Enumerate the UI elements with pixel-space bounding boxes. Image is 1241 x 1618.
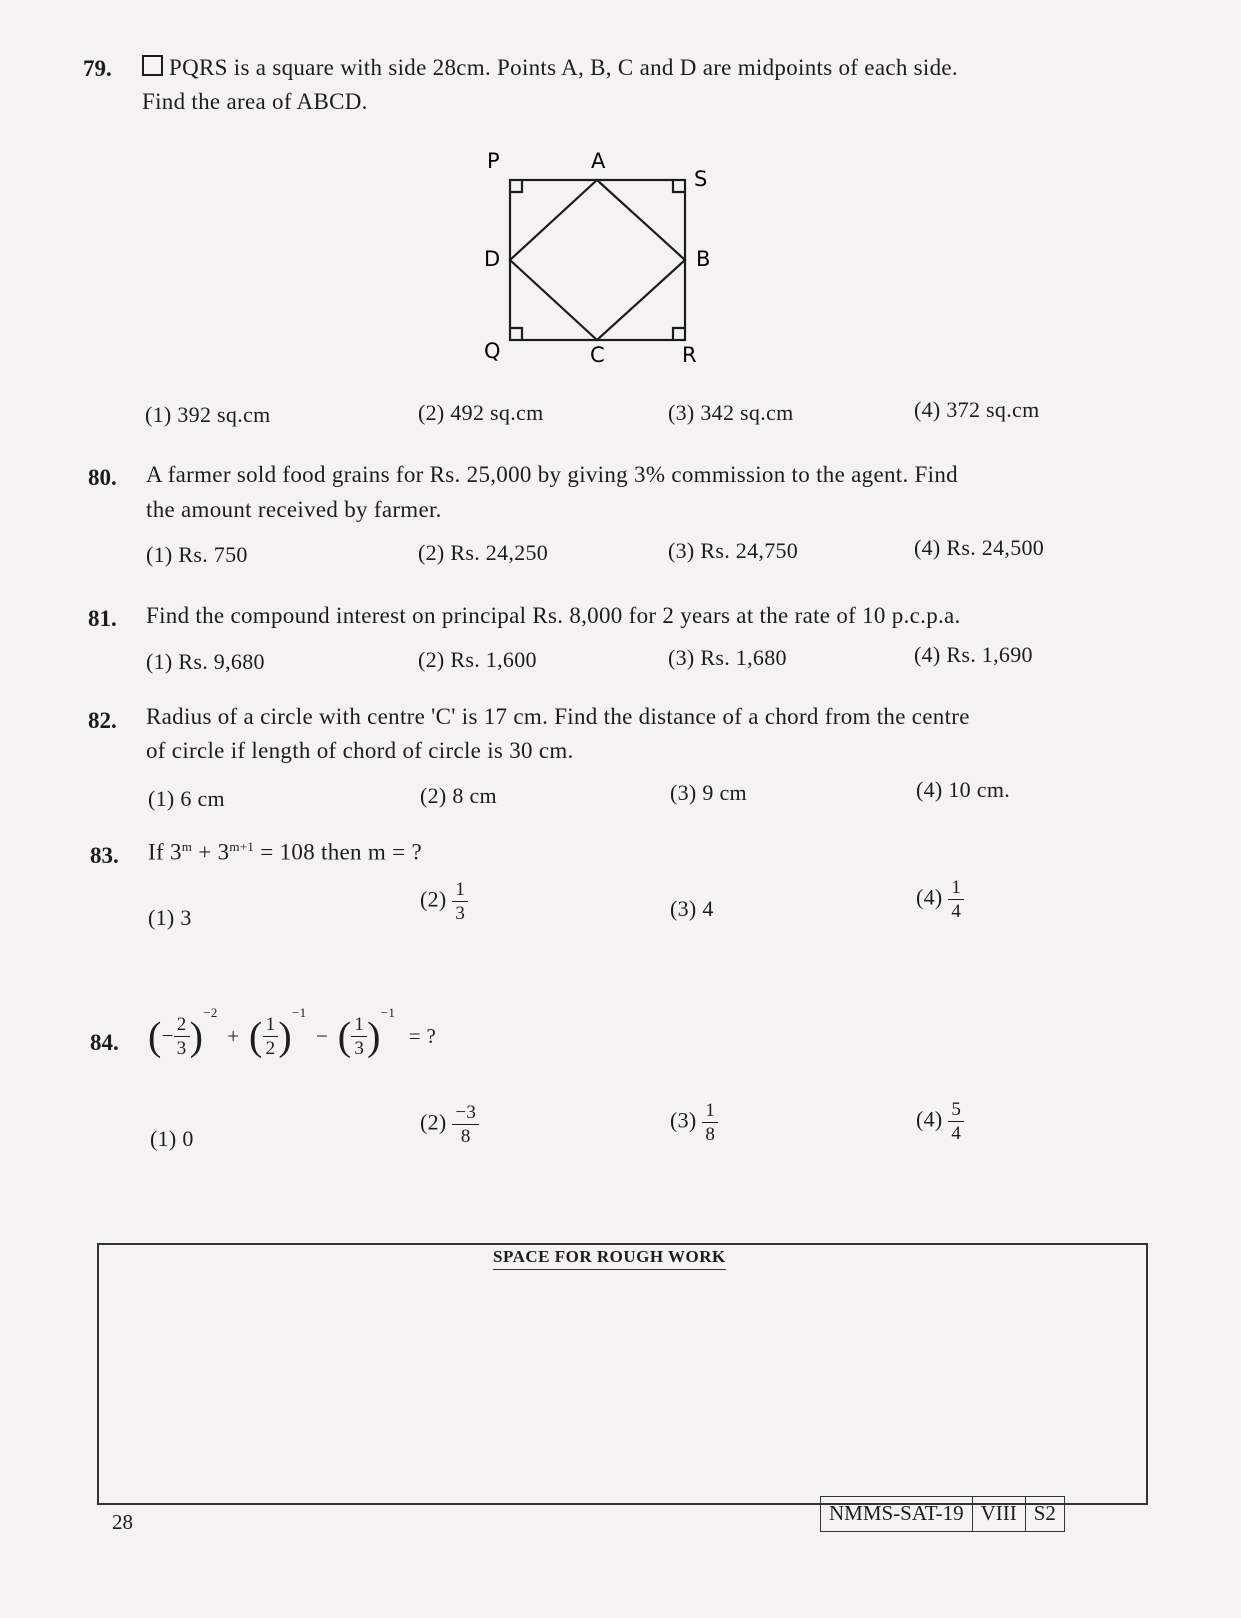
q84-option-3[interactable] — [670, 1101, 718, 1144]
q84-option-1[interactable]: (1) 0 — [150, 1126, 194, 1151]
q80-option-4[interactable]: (4) Rs. 24,500 — [914, 535, 1045, 560]
q83-option-4-fraction — [948, 878, 964, 921]
frac-denominator: 8 — [705, 1124, 716, 1145]
label-d: D — [484, 247, 501, 271]
q79-option-3[interactable]: (3) 342 sq.cm — [668, 400, 794, 425]
q84-term1-sign: − — [161, 1023, 174, 1048]
footer-set: S2 — [1033, 1501, 1056, 1525]
footer-class: VIII — [973, 1497, 1026, 1531]
q84-option-2-label: (2) — [420, 1109, 447, 1135]
q83-option-4-label: (4) — [916, 884, 943, 910]
q79-text-line2: Find the area of ABCD. — [142, 89, 368, 114]
page-number: 28 — [112, 1510, 133, 1534]
q82-number: 82. — [88, 708, 117, 733]
q83-number: 83. — [90, 843, 119, 868]
label-c: C — [590, 343, 605, 367]
q80-option-3[interactable]: (3) Rs. 24,750 — [668, 538, 799, 563]
q83-option-4[interactable] — [916, 878, 964, 921]
label-a: A — [591, 149, 606, 173]
q79-option-1[interactable]: (1) 392 sq.cm — [145, 402, 271, 427]
q84-expression: (− $\frac{2}{3}$ )$^{-2}$ + ( $\frac{1}{2}$ )$^{-1}$ − ( $\frac{1}{3}$ )$^{-1}$ = ? — [148, 1005, 437, 1059]
label-r: R — [682, 343, 697, 367]
q81-option-2[interactable]: (2) Rs. 1,600 — [418, 647, 537, 672]
q81-option-3[interactable]: (3) Rs. 1,680 — [668, 645, 787, 670]
label-s: S — [694, 167, 708, 191]
frac-denominator: 4 — [951, 1123, 962, 1144]
square-diagram — [470, 140, 730, 380]
q79-number: 79. — [83, 56, 112, 81]
frac-numerator: 5 — [948, 1100, 964, 1122]
q79-option-2[interactable]: (2) 492 sq.cm — [418, 400, 544, 425]
frac-numerator: 1 — [702, 1101, 718, 1123]
q79-option-4[interactable]: (4) 372 sq.cm — [914, 397, 1040, 422]
frac-numerator: 1 — [948, 878, 964, 900]
right-angle-p — [510, 180, 522, 192]
frac-numerator: 1 — [452, 880, 468, 902]
q82-option-2[interactable]: (2) 8 cm — [420, 783, 497, 808]
inner-square-abcd — [510, 180, 685, 340]
q84-term2-fraction — [263, 1015, 279, 1058]
q84-option-4-fraction — [948, 1100, 964, 1143]
q84-op1: + — [227, 1023, 240, 1048]
q82-text-line2: of circle if length of chord of circle is 30 cm. — [146, 738, 574, 763]
frac-numerator: 1 — [263, 1015, 279, 1037]
q81-option-4[interactable]: (4) Rs. 1,690 — [914, 642, 1033, 667]
q84-option-3-label: (3) — [670, 1107, 697, 1133]
q82-option-3[interactable]: (3) 9 cm — [670, 780, 747, 805]
q81-option-1[interactable]: (1) Rs. 9,680 — [146, 649, 265, 674]
q83-option-2-fraction — [452, 880, 468, 923]
q82-text-line1: Radius of a circle with centre 'C' is 17 cm. Find the distance of a chord from the centre — [146, 704, 970, 729]
frac-numerator: −3 — [452, 1103, 479, 1125]
frac-denominator: 3 — [455, 903, 466, 924]
q80-text-line2: the amount received by farmer. — [146, 497, 442, 522]
q80-option-1[interactable]: (1) Rs. 750 — [146, 542, 248, 567]
right-angle-r — [673, 328, 685, 340]
q83-plus: + 3 — [192, 839, 230, 865]
frac-numerator: 2 — [174, 1015, 190, 1037]
frac-denominator: 4 — [951, 901, 962, 922]
q79-text-line1 — [142, 55, 958, 81]
q84-option-3-fraction — [702, 1101, 718, 1144]
q84-term1-exp: −2 — [203, 1005, 218, 1020]
q84-option-4[interactable] — [916, 1100, 964, 1143]
q84-op2: − — [316, 1023, 329, 1048]
footer-code-box — [820, 1496, 1065, 1532]
frac-denominator: 3 — [176, 1037, 187, 1059]
q81-number: 81. — [88, 606, 117, 631]
q84-equals: = ? — [408, 1023, 437, 1048]
q82-option-4[interactable]: (4) 10 cm. — [916, 777, 1011, 802]
frac-denominator: 2 — [265, 1037, 276, 1059]
q84-term2-exp: −1 — [292, 1005, 307, 1020]
q83-option-2[interactable] — [420, 880, 468, 923]
q83-option-2-label: (2) — [420, 886, 447, 912]
label-q: Q — [484, 339, 501, 363]
q84-term3-exp: −1 — [380, 1005, 396, 1020]
q84-option-4-label: (4) — [916, 1106, 943, 1132]
frac-denominator: 8 — [460, 1126, 471, 1147]
q81-text-line1: Find the compound interest on principal Rs. 8,000 for 2 years at the rate of 10 p.c.p.a. — [146, 603, 961, 628]
frac-numerator: 1 — [351, 1015, 367, 1037]
q84-option-2[interactable] — [420, 1103, 479, 1146]
q80-number: 80. — [88, 465, 117, 490]
label-p: P — [487, 149, 500, 173]
q83-exp2: m+1 — [229, 839, 255, 854]
q83-equation — [148, 839, 422, 866]
label-b: B — [696, 247, 711, 271]
q83-option-1[interactable]: (1) 3 — [148, 905, 192, 930]
q83-exp1: m — [181, 839, 193, 854]
footer-exam-code: NMMS-SAT-19 — [821, 1497, 973, 1531]
q80-text-line1: A farmer sold food grains for Rs. 25,000 by giving 3% commission to the agent. Find — [146, 462, 958, 487]
right-angle-q — [510, 328, 522, 340]
q82-option-1[interactable]: (1) 6 cm — [148, 786, 225, 811]
rough-work-title: SPACE FOR ROUGH WORK — [493, 1247, 726, 1270]
q83-suffix: = 108 then m = ? — [254, 839, 422, 865]
rough-work-area[interactable] — [97, 1243, 1148, 1505]
q84-number: 84. — [90, 1030, 119, 1055]
q80-option-2[interactable]: (2) Rs. 24,250 — [418, 540, 549, 565]
square-pqrs — [510, 180, 685, 340]
right-angle-s — [673, 180, 685, 192]
q84-term3-fraction — [351, 1015, 367, 1058]
q84-term1-fraction — [174, 1015, 190, 1058]
q83-prefix: If 3 — [148, 839, 182, 865]
square-symbol-icon — [142, 55, 163, 76]
q83-option-3[interactable]: (3) 4 — [670, 896, 714, 921]
frac-denominator: 3 — [354, 1037, 365, 1059]
q79-line1: PQRS is a square with side 28cm. Points A, B, C and D are midpoints of each side. — [169, 55, 958, 80]
q84-option-2-fraction — [452, 1103, 479, 1146]
